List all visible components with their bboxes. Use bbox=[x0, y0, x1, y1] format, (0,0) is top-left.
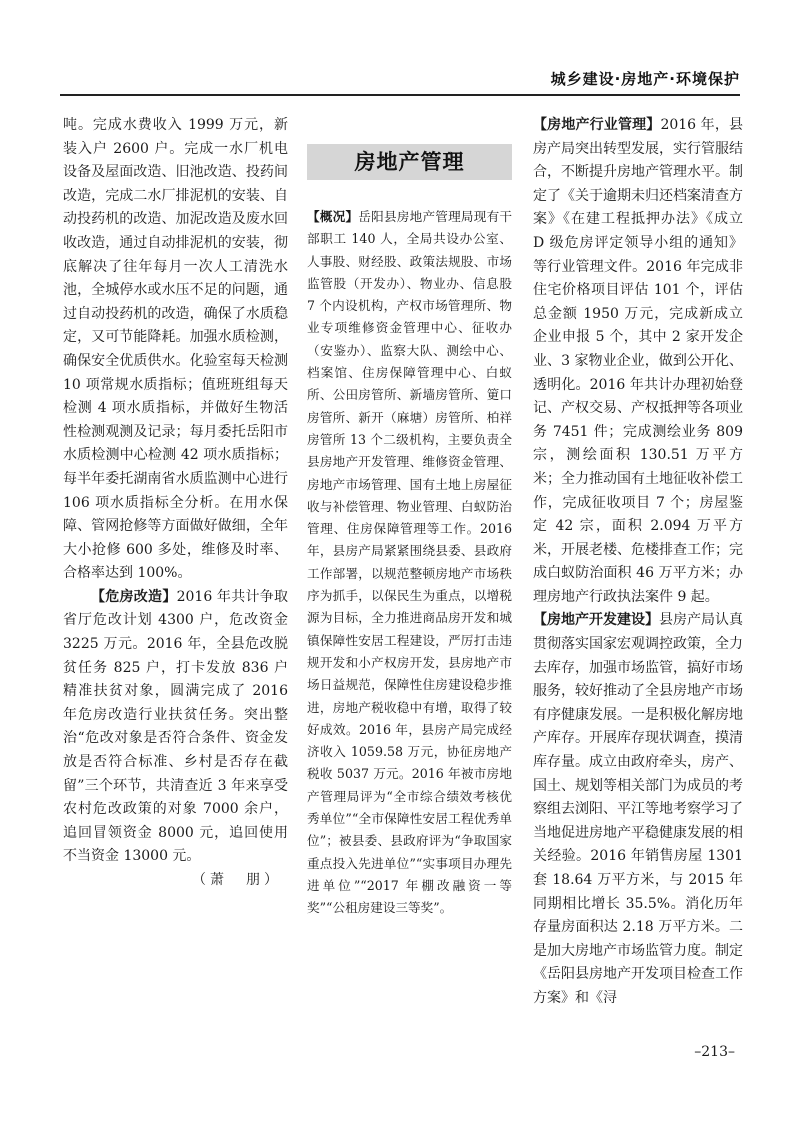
water-supply-paragraph: 吨。完成水费收入 1999 万元，新装入户 2600 户。完成一水厂机电设备及屋面改造、旧池改造、投药间改造，完成二水厂排泥机的安装、自动投药机的改造、加泥改造及废水回收改造，通过自动排泥机的安装，彻底解决了往年每月一次人工清洗水池，全城停水或水压不足的问题，通过自动投药机的改造，确保了水质稳定，又可节能降耗。加强水质检测，确保安全优质供水。化验室每天检测 10 项常规水质指标；值班班组每天检测 4 项水质指标，并做好生物活性检测观测及记录；每月委托岳阳市水质检测中心检测 42 项水质指标；每半年委托湖南省水质监测中心进行 106 项水质指标全分析。在用水保障、管网抢修等方面做好做细，全年大小抢修 600 多处，维修及时率、合格率达到 100%。 bbox=[63, 117, 288, 582]
development-text: 县房产局认真贯彻落实国家宏观调控政策，全力去库存，加强市场监管，搞好市场服务，较好推动了全县房地产市场有序健康发展。一是积极化解房地产库存。开展库存现状调查，摸清库存量。成立由政府牵头，房产、国土、规划等相关部门为成员的考察组去浏阳、平江等地考察学习了当地促进房地产平稳健康发展的相关经验。2016 年销售房屋 1301 套 18.64 万平方米，与 2015 年同期相比增长 35.5%。消化历年存量房面积达 2.18 万平方米。二是加大房地产市场监管力度。制定《岳阳县房地产开发项目检查工作方案》和《浔 bbox=[533, 612, 743, 1006]
section-title-box bbox=[307, 144, 512, 180]
running-header bbox=[60, 64, 740, 96]
dangerous-housing-tag: 【危房改造】 bbox=[91, 588, 177, 605]
dangerous-housing-paragraph bbox=[63, 586, 288, 869]
overview-tag: 【概况】 bbox=[307, 209, 359, 224]
industry-management-tag: 【房地产行业管理】 bbox=[533, 117, 661, 133]
header-title: 城乡建设·房地产·环境保护 bbox=[550, 70, 740, 88]
overview-text: 岳阳县房地产管理局现有干部职工 140 人，全局共设办公室、人事股、财经股、政策法规股、市场监管股（开发办）、物业办、信息股 7 个内设机构，产权市场管理所、物业专项维修资金管理中心、征收办（安鉴办）、监察大队、测绘中心、档案馆、住房保障管理中心、白蚁所、公田房管所、新墙房管所、筻口房管所、新开（麻塘）房管所、柏祥房管所 13 个二级机构，主要负责全县房地产开发管理、维修资金管理、房地产市场管理、国有土地上房屋征收与补偿管理、物业管理、白蚁防治管理、住房保障管理等工作。2016 年，县房产局紧紧围绕县委、县政府工作部署，以规范整顿房地产市场秩序为抓手，以保民生为重点，以增税源为目标，全力推进商品房开发和城镇保障性安居工程建设，严厉打击违规开发和小产权房开发，县房地产市场日益规范，保障性住房建设稳步推进，房地产税收稳中有增，取得了较好成效。2016 年，县房产局完成经济收入 1059.58 万元，协征房地产税收 5037 万元。2016 年被市房地产管理局评为“全市综合绩效考核优秀单位”“全市保障性安居工程优秀单位”；被县委、县政府评为“争取国家重点投入先进单位”“实事项目办理先进单位”“2017 年棚改融资一等奖”“公租房建设三等奖”。 bbox=[307, 209, 513, 916]
industry-management-paragraph bbox=[533, 114, 743, 609]
dangerous-housing-text: 2016 年共计争取省厅危改计划 4300 户，危改资金 3225 万元。2016 年，全县危改脱贫任务 825 户，打卡发放 836 户精准扶贫对象，圆满完成了 2016 年危房改造行业扶贫任务。突出整治“危改对象是否符合条件、资金发放是否符合标准、乡村是否存在截留”三个环节，共清查近 3 年来享受农村危改政策的对象 7000 余户，追回冒领资金 8000 元，追回使用不当资金 13000 元。 bbox=[63, 588, 288, 865]
column-middle bbox=[307, 114, 512, 920]
industry-management-text: 2016 年，县房产局突出转型发展，实行管服结合，不断提升房地产管理水平。制定了《关于逾期未归还档案清查方案》《在建工程抵押办法》《成立 D 级危房评定领导小组的通知》等行业管理文件。2016 年完成非住宅价格项目评估 101 个，评估总金额 1950 万元，完成新成立企业申报 5 个，其中 2 家开发企业、3 家物业企业，做到公开化、透明化。2016 年共计办理初始登记、产权交易、产权抵押等各项业务 7451 件；完成测绘业务 809 宗，测绘面积 130.51 万平方米；全力推动国有土地征收补偿工作，完成征收项目 7 个；房屋鉴定 42 宗，面积 2.094 万平方米，开展老楼、危楼排查工作；完成白蚁防治面积 46 万平方米；办理房地产行政执法案件 9 起。 bbox=[533, 117, 743, 605]
development-paragraph bbox=[533, 609, 743, 1010]
column-right bbox=[533, 114, 743, 1011]
column-left bbox=[63, 114, 288, 893]
page-number: –213– bbox=[694, 1044, 735, 1060]
author-credit: （萧 朋） bbox=[192, 872, 282, 888]
development-tag: 【房地产开发建设】 bbox=[533, 612, 659, 629]
overview-paragraph bbox=[307, 206, 512, 920]
section-title: 房地产管理 bbox=[354, 149, 465, 174]
